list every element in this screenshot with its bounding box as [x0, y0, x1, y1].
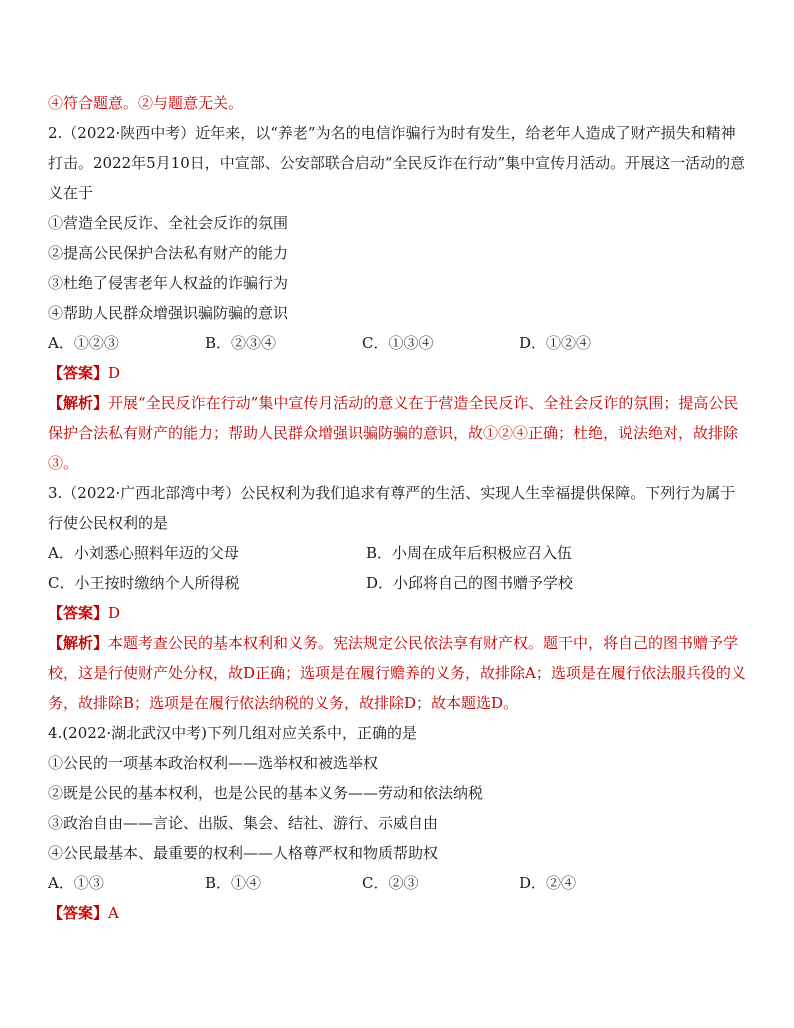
q4-answer-tag: 【答案】 [48, 904, 109, 922]
q2-options [48, 328, 748, 358]
document-page [48, 88, 748, 928]
q3-analysis [48, 628, 748, 718]
q3-analysis-tag: 【解析】 [48, 634, 109, 652]
q3-answer [48, 598, 748, 628]
q4-option-d: D．②④ [519, 874, 577, 892]
q3-option-b: B．小周在成年后积极应召入伍 [366, 544, 573, 562]
q4-answer-value: A [108, 904, 119, 922]
q2-item-4: ④帮助人民群众增强识骗防骗的意识 [48, 304, 289, 322]
q2-stem: 2.（2022·陕西中考）近年来，以“养老”为名的电信诈骗行为时有发生，给老年人造成了财产损失和精神打击。2022年5月10日，中宣部、公安部联合启动“全民反诈在行动”集中宣传月活动。开展这一活动的意义在于 [48, 124, 746, 202]
q3-options-row-1 [48, 538, 748, 568]
q3-answer-tag: 【答案】 [48, 604, 109, 622]
q2-option-a: A．①②③ [48, 334, 119, 352]
q2-answer [48, 358, 748, 388]
q3-options-row-2 [48, 568, 748, 598]
q2-option-d: D．①②④ [519, 334, 592, 352]
q4-option-c: C．②③ [362, 874, 419, 892]
q2-answer-tag: 【答案】 [48, 364, 109, 382]
q2-item-3: ③杜绝了侵害老年人权益的诈骗行为 [48, 274, 289, 292]
q2-option-b: B．②③④ [205, 334, 277, 352]
q1-analysis-tail: ④符合题意。②与题意无关。 [48, 94, 244, 112]
q2-analysis-tag: 【解析】 [48, 394, 109, 412]
q4-item-2: ②既是公民的基本权利，也是公民的基本义务——劳动和依法纳税 [48, 784, 484, 802]
q3-stem: 3.（2022·广西北部湾中考）公民权利为我们追求有尊严的生活、实现人生幸福提供保障。下列行为属于行使公民权利的是 [48, 484, 736, 532]
q4-options [48, 868, 748, 898]
q2-analysis-text: 开展“全民反诈在行动”集中宣传月活动的意义在于营造全民反诈、全社会反诈的氛围；提高公民保护合法私有财产的能力；帮助人民群众增强识骗防骗的意识，故①②④正确；杜绝，说法绝对，故排除③。 [48, 394, 739, 472]
q4-item-1: ①公民的一项基本政治权利——选举权和被选举权 [48, 754, 379, 772]
q4-option-a: A．①③ [48, 874, 104, 892]
q2-answer-value: D [108, 364, 121, 382]
q3-option-a: A．小刘悉心照料年迈的父母 [48, 544, 239, 562]
q2-item-2: ②提高公民保护合法私有财产的能力 [48, 244, 289, 262]
q4-stem: 4.(2022·湖北武汉中考)下列几组对应关系中，正确的是 [48, 724, 417, 742]
q4-item-3: ③政治自由——言论、出版、集会、结社、游行、示威自由 [48, 814, 439, 832]
q2-option-c: C．①③④ [362, 334, 434, 352]
q4-item-4: ④公民最基本、最重要的权利——人格尊严权和物质帮助权 [48, 844, 439, 862]
q2-item-1: ①营造全民反诈、全社会反诈的氛围 [48, 214, 289, 232]
q3-answer-value: D [108, 604, 121, 622]
q4-option-b: B．①④ [205, 874, 262, 892]
q3-option-c: C．小王按时缴纳个人所得税 [48, 574, 240, 592]
q3-analysis-text: 本题考查公民的基本权利和义务。宪法规定公民依法享有财产权。题干中，将自己的图书赠予学校，这是行使财产处分权，故D正确；选项是在履行赡养的义务，故排除A；选项是在履行依法服兵役的义务，故排除B；选项是在履行依法纳税的义务，故排除D；故本题选D。 [48, 634, 746, 712]
q3-option-d: D．小邱将自己的图书赠予学校 [366, 574, 574, 592]
q4-answer [48, 898, 748, 928]
q2-analysis [48, 388, 748, 478]
